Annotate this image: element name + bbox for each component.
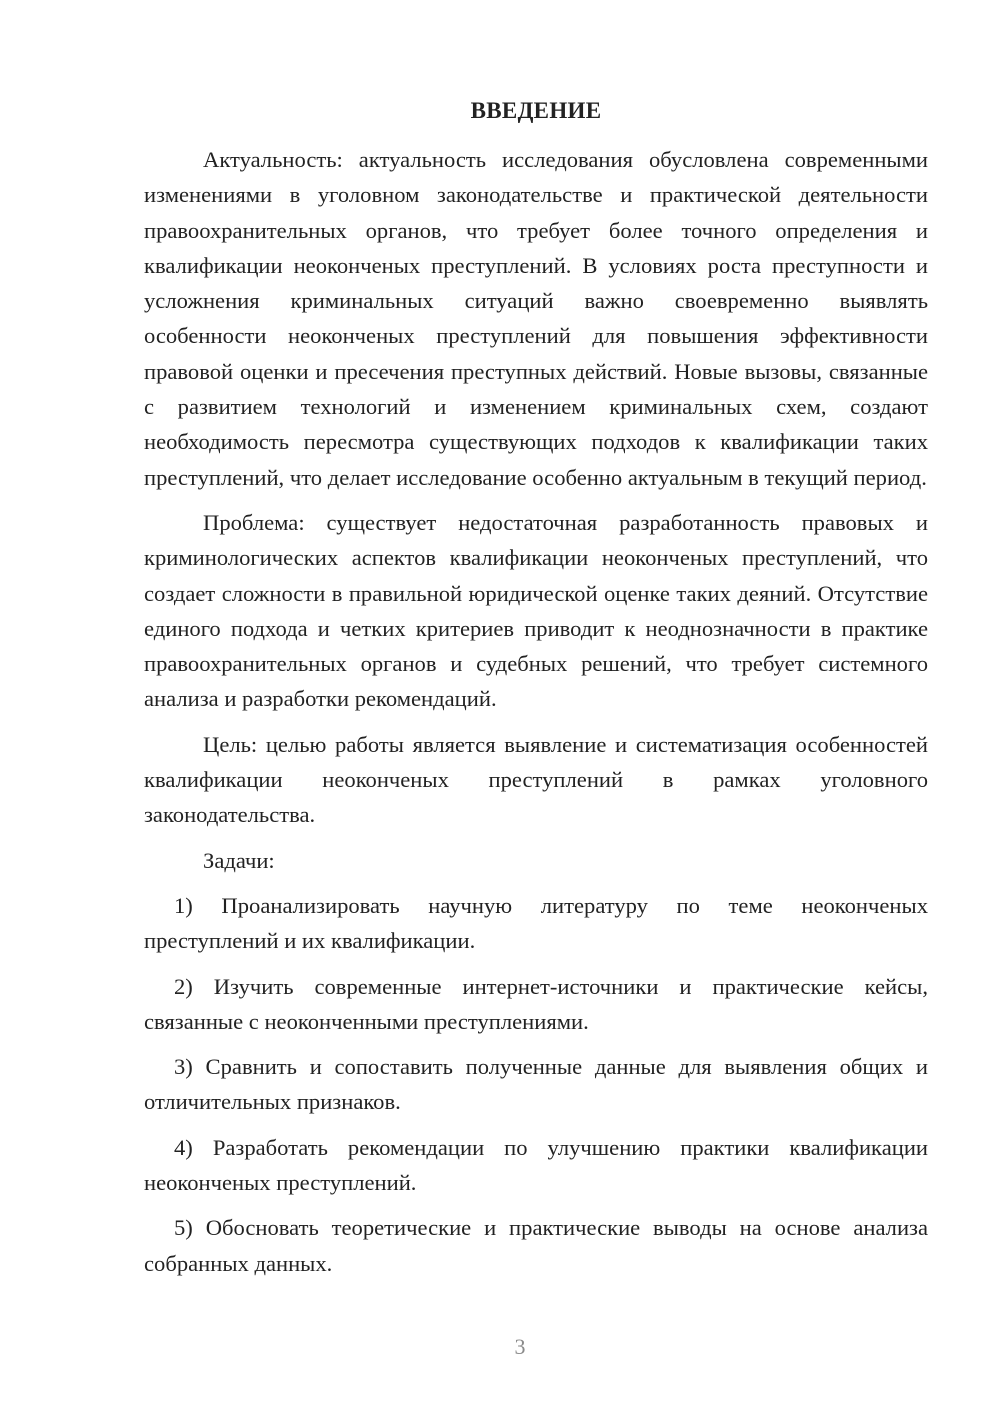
task-item-3: 3) Сравнить и сопоставить полученные данные для выявления общих и отличительных признаков.: [144, 1054, 928, 1115]
paragraph-problem: Проблема: существует недостаточная разработанность правовых и криминологических аспектов квалификации неоконченых преступлений, что создает сложности в правильной юридической оценке таких деяний. Отсутствие единого подхода и четких критериев приводит к неоднозначности в практике правоохранительных органов и судебных решений, что требует системного анализа и разработки рекомендаций.: [144, 509, 928, 712]
task-item-1: 1) Проанализировать научную литературу по теме неоконченых преступлений и их квалификации.: [144, 892, 928, 954]
paragraph-relevance: Актуальность: актуальность исследования обусловлена современными изменениями в уголовном законодательстве и практической деятельности правоохранительных органов, что требует более точного определения и квалификации неоконченых преступлений. В условиях роста преступности и усложнения криминальных ситуаций важно своевременно выявлять особенности неоконченых преступлений для повышения эффективности правовой оценки и пресечения преступных действий. Новые вызовы, связанные с развитием технологий и изменением криминальных схем, создают необходимость пересмотра существующих подходов к квалификации таких преступлений, что делает исследование особенно актуальным в текущий период.: [144, 147, 928, 490]
page-number: 3: [514, 1334, 526, 1359]
task-item-2: 2) Изучить современные интернет-источники и практические кейсы, связанные с неоконченными преступлениями.: [144, 973, 928, 1034]
task-item-5: 5) Обосновать теоретические и практические выводы на основе анализа собранных данных.: [144, 1215, 928, 1276]
tasks-label: Задачи:: [203, 847, 275, 873]
paragraph-goal: Цель: целью работы является выявление и систематизация особенностей квалификации неоконченых преступлений в рамках уголовного законодательства.: [144, 731, 928, 828]
body-text: [144, 142, 928, 1291]
document-page: [144, 0, 928, 1414]
section-heading: ВВЕДЕНИЕ: [470, 98, 602, 123]
task-item-4: 4) Разработать рекомендации по улучшению практики квалификации неоконченых преступлений.: [144, 1134, 928, 1196]
